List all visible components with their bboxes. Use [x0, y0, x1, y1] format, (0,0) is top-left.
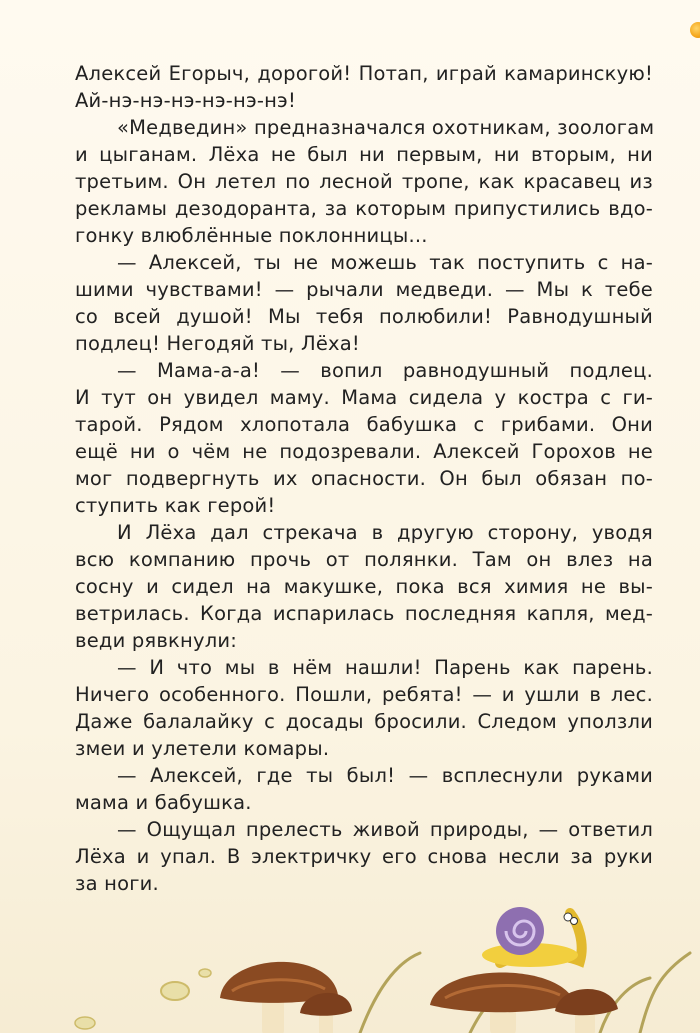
text-line: Ничего особенного. Пошли, ребята! — и ушли в лес.: [75, 683, 653, 706]
text-line: ещё ни о чём не подозревали. Алексей Горохов не: [75, 440, 653, 463]
grass-decoration: [360, 953, 690, 1033]
paragraph: [75, 654, 653, 762]
text-line: со всей душой! Мы тебя полюбили! Равнодушный: [75, 305, 653, 328]
text-line: — Алексей, где ты был! — всплеснули руками: [117, 764, 653, 787]
text-line: веди рявкнули:: [75, 629, 238, 652]
mushroom-small: [300, 993, 352, 1033]
text-line: мог подвергнуть их опасности. Он был обязан по-: [75, 467, 653, 490]
text-line: ступить как герой!: [75, 494, 276, 517]
text-line: змеи и улетели комары.: [75, 737, 330, 760]
text-line: — Алексей, ты не можешь так поступить с на-: [117, 251, 653, 274]
text-line: всю компанию прочь от полянки. Там он влез на: [75, 548, 653, 571]
paragraph: [75, 519, 653, 654]
text-line: И Лёха дал стрекача в другую сторону, уводя: [117, 521, 653, 544]
page-corner-marker: [690, 22, 700, 38]
paragraph: [75, 114, 653, 249]
text-line: гонку влюблённые поклонницы...: [75, 224, 428, 247]
mushroom-cluster-right: [430, 972, 618, 1033]
paragraph: [75, 357, 653, 519]
text-line: Даже балалайку с досады бросили. Следом уползли: [75, 710, 653, 733]
text-line: ветрилась. Когда испарилась последняя капля, мед-: [75, 602, 653, 625]
text-line: за ноги.: [75, 872, 159, 895]
text-line: «Медведин» предназначался охотникам, зоологам: [117, 116, 655, 139]
text-line: Лёха и упал. В электричку его снова несли за руки: [75, 845, 653, 868]
paragraph: [75, 249, 653, 357]
snail-character: [482, 907, 582, 967]
text-line: Алексей Егорыч, дорогой! Потап, играй камаринскую!: [75, 62, 653, 85]
text-line: и цыганам. Лёха не был ни первым, ни вторым, ни: [75, 143, 653, 166]
text-line: шими чувствами! — рычали медведи. — Мы к тебе: [75, 278, 653, 301]
mushroom-large-left: [220, 962, 338, 1033]
text-line: мама и бабушка.: [75, 791, 252, 814]
text-line: третьим. Он летел по лесной тропе, как красавец из: [75, 170, 653, 193]
coin-decoration: [75, 969, 211, 1029]
text-line: И тут он увидел маму. Мама сидела у костра с ги-: [75, 386, 653, 409]
text-line: подлец! Негодяй ты, Лёха!: [75, 332, 360, 355]
text-line: Ай-нэ-нэ-нэ-нэ-нэ-нэ!: [75, 89, 296, 112]
paragraph: [75, 762, 653, 816]
paragraph: [75, 816, 653, 897]
text-line: тарой. Рядом хлопотала бабушка с грибами. Они: [75, 413, 653, 436]
text-line: — И что мы в нём нашли! Парень как парень.: [117, 656, 653, 679]
text-line: — Мама-а-а! — вопил равнодушный подлец.: [117, 359, 653, 382]
text-line: сосну и сидел на макушке, пока вся химия не вы-: [75, 575, 653, 598]
text-line: — Ощущал прелесть живой природы, — ответил: [117, 818, 653, 841]
mushrooms-and-snail-illustration: [0, 883, 700, 1033]
story-text: [75, 60, 653, 897]
paragraph: [75, 60, 653, 114]
text-line: рекламы дезодоранта, за которым припустились вдо-: [75, 197, 653, 220]
